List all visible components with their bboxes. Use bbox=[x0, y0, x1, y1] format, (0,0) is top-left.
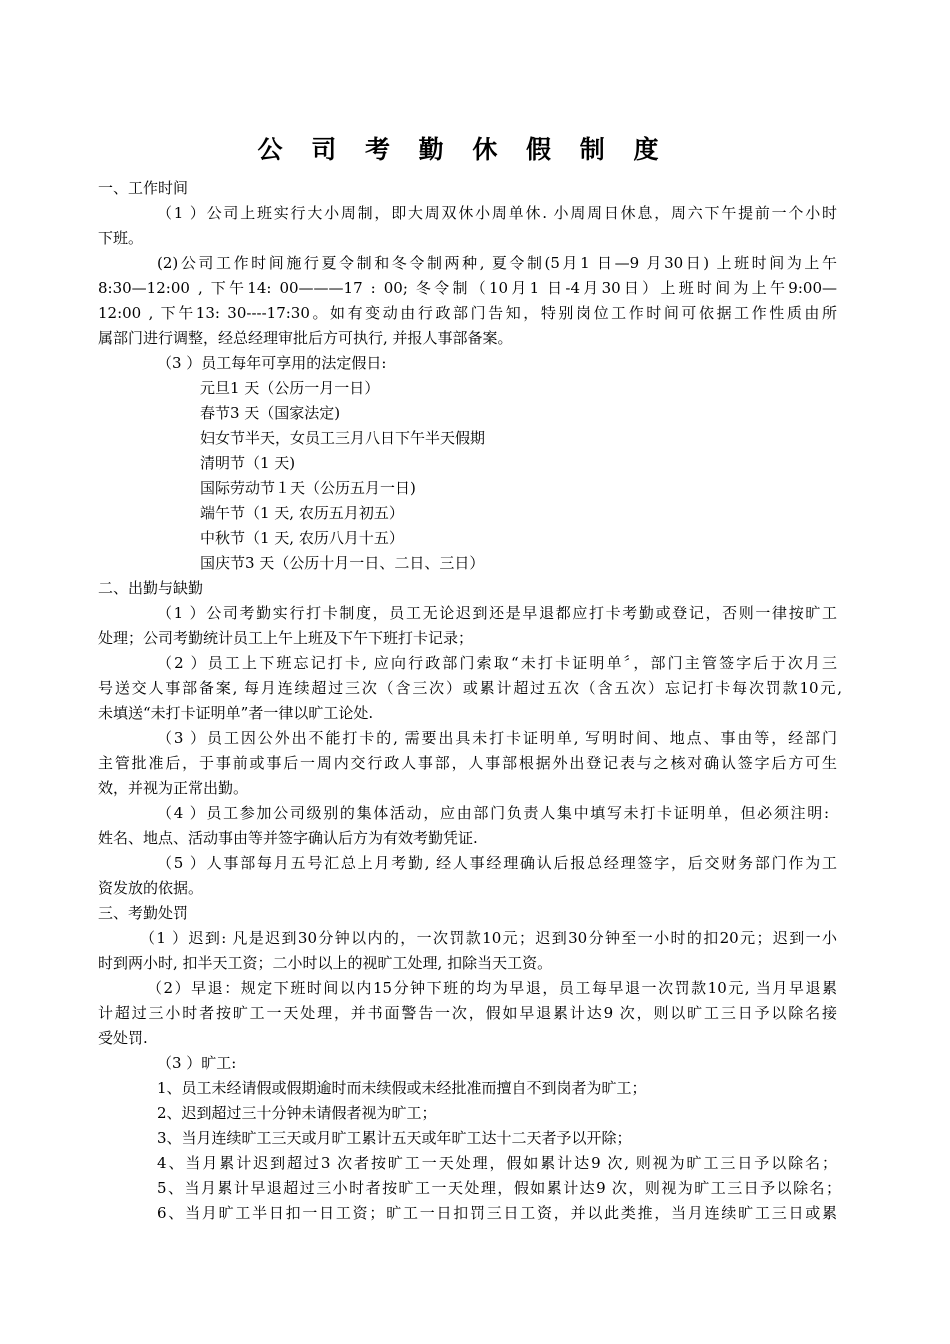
paragraph-line: 资发放的依据。 bbox=[98, 879, 204, 897]
list-item: 5、当月累计早退超过三小时者按旷工一天处理，假如累计达9 次，则视为旷工三日予以除名； bbox=[157, 1179, 841, 1197]
paragraph-line: （3 ）旷工: bbox=[157, 1054, 237, 1072]
paragraph-line: （4 ）员工参加公司级别的集体活动，应由部门负责人集中填写未打卡证明单，但必须注明: bbox=[157, 804, 829, 822]
paragraph-line: （3 ）员工因公外出不能打卡的, 需要出具未打卡证明单, 写明时间、地点、事由等，经部门 bbox=[157, 729, 837, 747]
document-title: 公 司 考 勤 休 假 制 度 bbox=[257, 135, 669, 164]
section-heading-penalties: 三、考勤处罚 bbox=[98, 904, 189, 922]
paragraph-line: （5 ）人事部每月五号汇总上月考勤, 经人事经理确认后报总经理签字，后交财务部门作为工 bbox=[157, 854, 837, 872]
section-heading-work-hours: 一、工作时间 bbox=[98, 179, 189, 197]
paragraph-line: 号送交人事部备案, 每月连续超过三次（含三次）或累计超过五次（含五次）忘记打卡每次罚款10元, bbox=[98, 679, 842, 697]
holiday-item: 妇女节半天，女员工三月八日下午半天假期 bbox=[200, 429, 486, 447]
holiday-item: 国庆节3 天（公历十月一日、二日、三日） bbox=[200, 554, 485, 572]
paragraph-line: 时到两小时, 扣半天工资；二小时以上的视旷工处理, 扣除当天工资。 bbox=[98, 954, 553, 972]
holiday-item: 清明节（1 天) bbox=[200, 454, 296, 472]
paragraph-line: 12:00 , 下午13: 30----17:30。如有变动由行政部门告知，特别岗位工作时间可依据工作性质由所 bbox=[98, 304, 837, 322]
paragraph-line: （1 ）公司上班实行大小周制，即大周双休小周单休. 小周周日休息，周六下午提前一个小时 bbox=[157, 204, 837, 222]
paragraph-line: 未填送“未打卡证明单”者一律以旷工论处. bbox=[98, 704, 374, 722]
paragraph-line: （2）早退：规定下班时间以内15分钟下班的均为早退，员工每早退一次罚款10元, 当月早退累 bbox=[147, 979, 837, 997]
holiday-item: 端午节（1 天, 农历五月初五） bbox=[200, 504, 404, 522]
paragraph-line: 下班。 bbox=[98, 229, 144, 247]
holiday-item: 中秋节（1 天, 农历八月十五） bbox=[200, 529, 404, 547]
paragraph-line: （3 ）员工每年可享用的法定假日: bbox=[157, 354, 387, 372]
paragraph-line: 受处罚. bbox=[98, 1029, 148, 1047]
holiday-item: 春节3 天（国家法定) bbox=[200, 404, 341, 422]
list-item: 1、员工未经请假或假期逾时而未续假或未经批准而擅自不到岗者为旷工； bbox=[157, 1079, 647, 1097]
paragraph-line: （2 ）员工上下班忘记打卡, 应向行政部门索取“未打卡证明单〞，部门主管签字后于次月三 bbox=[157, 654, 837, 672]
paragraph-line: 姓名、地点、活动事由等并签字确认后方为有效考勤凭证. bbox=[98, 829, 478, 847]
paragraph-line: 属部门进行调整，经总经理审批后方可执行, 并报人事部备案。 bbox=[98, 329, 513, 347]
paragraph-line: 主管批准后，于事前或事后一周内交行政人事部，人事部根据外出登记表与之核对确认签字后方可生 bbox=[98, 754, 837, 772]
holiday-item: 元旦1 天（公历一月一日） bbox=[200, 379, 380, 397]
paragraph-line: 处理；公司考勤统计员工上午上班及下午下班打卡记录； bbox=[98, 629, 474, 647]
paragraph-line: 8:30—12:00 , 下午14: 00———17 : 00; 冬令制（10月1 日-4月30日）上班时间为上午9:00— bbox=[98, 279, 837, 297]
paragraph-line: 效，并视为正常出勤。 bbox=[98, 779, 249, 797]
list-item: 4、当月累计迟到超过3 次者按旷工一天处理，假如累计达9 次, 则视为旷工三日予以除名； bbox=[157, 1154, 837, 1172]
list-item: 6、当月旷工半日扣一日工资；旷工一日扣罚三日工资，并以此类推，当月连续旷工三日或累 bbox=[157, 1204, 837, 1222]
section-heading-attendance: 二、出勤与缺勤 bbox=[98, 579, 204, 597]
list-item: 3、当月连续旷工三天或月旷工累计五天或年旷工达十二天者予以开除； bbox=[157, 1129, 632, 1147]
paragraph-line: （1 ）公司考勤实行打卡制度，员工无论迟到还是早退都应打卡考勤或登记，否则一律按旷工 bbox=[157, 604, 837, 622]
paragraph-line: (2)公司工作时间施行夏令制和冬令制两种, 夏令制(5月1 日—9 月30日) 上班时间为上午 bbox=[157, 254, 837, 272]
paragraph-line: 计超过三小时者按旷工一天处理，并书面警告一次，假如早退累计达9 次，则以旷工三日予以除名接 bbox=[98, 1004, 837, 1022]
paragraph-line: （1 ）迟到: 凡是迟到30分钟以内的，一次罚款10元；迟到30分钟至一小时的扣20元；迟到一小 bbox=[140, 929, 837, 947]
list-item: 2、迟到超过三十分钟未请假者视为旷工； bbox=[157, 1104, 437, 1122]
holiday-item: 国际劳动节１天（公历五月一日) bbox=[200, 479, 416, 497]
